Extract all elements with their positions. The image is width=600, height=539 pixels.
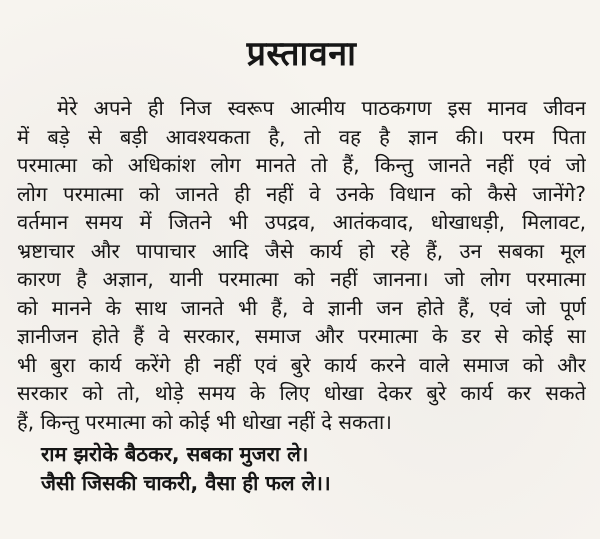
- paragraph-line: लोग परमात्मा को जानते ही नहीं वे उनके विधान को कैसे जानेंगे?: [17, 181, 586, 206]
- doha-verse: [17, 440, 586, 498]
- paragraph-line: भी बुरा कार्य करेंगे ही नहीं एवं बुरे कार्य करने वाले समाज को और: [17, 352, 586, 377]
- preface-paragraph: [17, 94, 586, 436]
- paragraph-line: में बड़े से बड़ी आवश्यकता है, तो वह है ज्ञान की। परम पिता: [17, 124, 586, 149]
- paragraph-line: को मानने के साथ जानते भी हैं, वे ज्ञानी जन होते हैं, एवं जो पूर्ण: [17, 295, 586, 320]
- paragraph-line: हैं, किन्तु परमात्मा को कोई भी धोखा नहीं दे सकता।: [17, 409, 392, 434]
- paragraph-line: भ्रष्टाचार और पापाचार आदि जैसे कार्य हो रहे हैं, उन सबका मूल: [17, 238, 586, 263]
- verse-line: जैसी जिसकी चाकरी, वैसा ही फल ले।।: [41, 471, 331, 495]
- paragraph-line: वर्तमान समय में जितने भी उपद्रव, आतंकवाद, धोखाधड़ी, मिलावट,: [17, 210, 586, 234]
- paragraph-line: सरकार को तो, थोड़े समय के लिए धोखा देकर बुरे कार्य कर सकते: [17, 381, 586, 405]
- verse-line: राम झरोके बैठकर, सबका मुजरा ले।: [41, 442, 309, 466]
- paragraph-line: मेरे अपने ही निज स्वरूप आत्मीय पाठकगण इस मानव जीवन: [57, 96, 586, 120]
- page-title: प्रस्तावना: [246, 34, 357, 74]
- paragraph-line: परमात्मा को अधिकांश लोग मानते तो हैं, किन्तु जानते नहीं एवं जो: [17, 153, 586, 177]
- paragraph-line: कारण है अज्ञान, यानी परमात्मा को नहीं जानना। जो लोग परमात्मा: [17, 267, 586, 291]
- paragraph-line: ज्ञानीजन होते हैं वे सरकार, समाज और परमात्मा के डर से कोई सा: [17, 324, 586, 348]
